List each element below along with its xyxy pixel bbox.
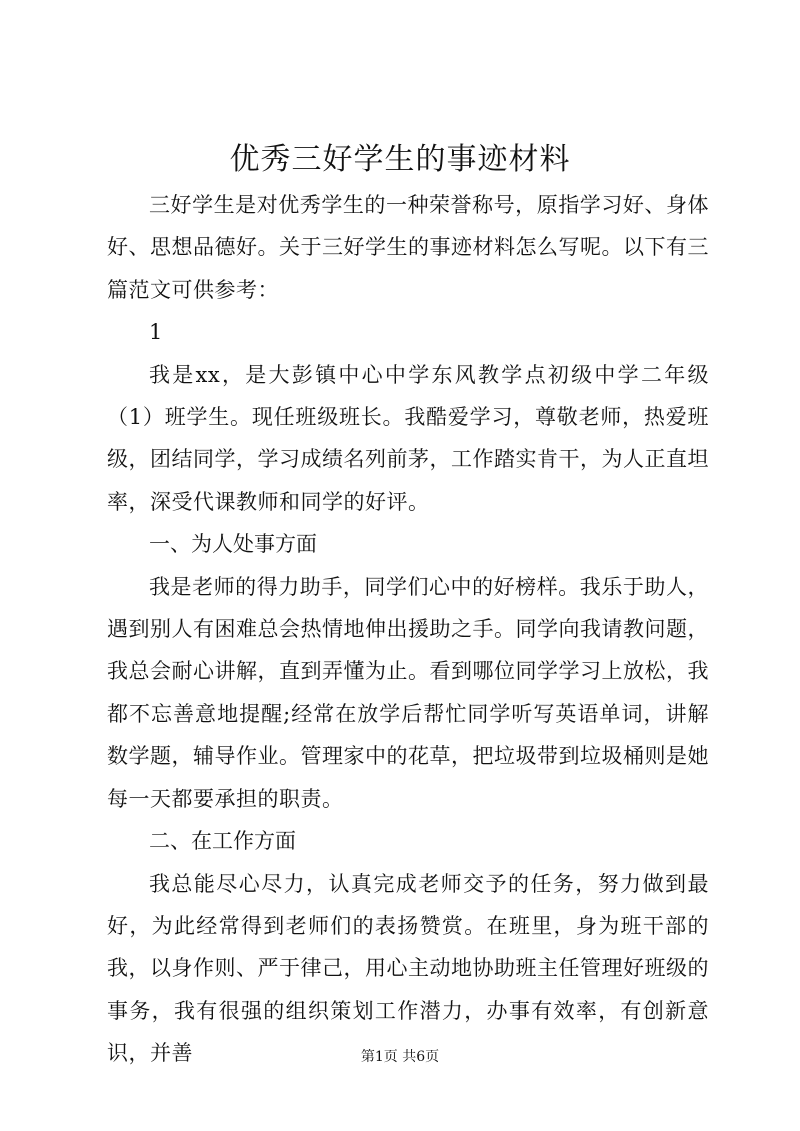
section-heading-work: 二、在工作方面 [149,829,296,854]
section-heading-conduct: 一、为人处事方面 [149,532,317,557]
intro-paragraph: 三好学生是对优秀学生的一种荣誉称号，原指学习好、身体好、思想品德好。关于三好学生的事迹材料怎么写呢。以下有三篇范文可供参考： [107,193,709,302]
work-paragraph: 我总能尽心尽力，认真完成老师交予的任务，努力做到最好，为此经常得到老师们的表扬赞赏。在班里，身为班干部的我，以身作则、严于律己，用心主动地协助班主任管理好班级的事务，我有很强的组织策划工作潜力，办事有效率，有创新意识，并善 [107,871,709,1066]
document-body [107,184,709,1075]
conduct-paragraph: 我是老师的得力助手，同学们心中的好榜样。我乐于助人，遇到别人有困难总会热情地伸出援助之手。同学向我请教问题，我总会耐心讲解，直到弄懂为止。看到哪位同学学习上放松，我都不忘善意地提醒;经常在放学后帮忙同学听写英语单词，讲解数学题，辅导作业。管理家中的花草，把垃圾带到垃圾桶则是她每一天都要承担的职责。 [107,574,709,811]
self-introduction-paragraph: 我是xx，是大彭镇中心中学东风教学点初级中学二年级（1）班学生。现任班级班长。我酷爱学习，尊敬老师，热爱班级，团结同学，学习成绩名列前茅，工作踏实肯干，为人正直坦率，深受代课教师和同学的好评。 [107,362,709,514]
section-number: 1 [149,320,163,345]
page-footer: 第1页 共6页 [360,1049,440,1065]
document-title: 优秀三好学生的事迹材料 [229,142,571,177]
